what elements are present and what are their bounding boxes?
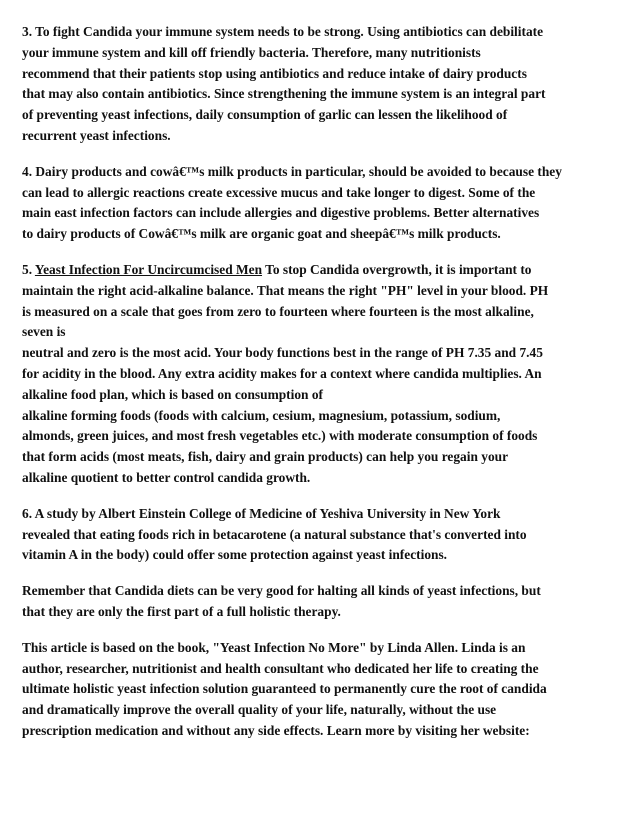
paragraph-remember: [22, 581, 634, 623]
text-line: that form acids (most meats, fish, dairy and grain products) can help you regain your: [22, 449, 509, 465]
paragraph-3: [22, 22, 634, 147]
paragraph-about-article: [22, 638, 634, 742]
text-line: ultimate holistic yeast infection solution guaranteed to permanently cure the root of candida: [22, 681, 547, 697]
text-line: can lead to allergic reactions create excessive mucus and take longer to digest. Some of the: [22, 184, 536, 200]
document-page: [22, 22, 634, 757]
text-line: alkaline forming foods (foods with calcium, cesium, magnesium, potassium, sodium,: [22, 407, 501, 423]
paragraph-prefix: 5.: [22, 261, 35, 277]
text-line: author, researcher, nutritionist and health consultant who dedicated her life to creating the: [22, 660, 539, 676]
paragraph-4: [22, 162, 634, 245]
text-line: prescription medication and without any side effects. Learn more by visiting her website:: [22, 722, 530, 738]
text-line: vitamin A in the body) could offer some protection against yeast infections.: [22, 547, 448, 563]
text-line: for acidity in the blood. Any extra acidity makes for a context where candida multiplies. An: [22, 365, 542, 381]
paragraph-5: [22, 260, 634, 489]
yeast-infection-link[interactable]: Yeast Infection For Uncircumcised Men: [34, 261, 263, 277]
text-line: to dairy products of Cowâ€™s milk are organic goat and sheepâ€™s milk products.: [22, 226, 501, 242]
text-line: 3. To fight Candida your immune system needs to be strong. Using antibiotics can debilitate: [22, 24, 544, 39]
text-line: that they are only the first part of a full holistic therapy.: [22, 603, 341, 619]
text-line: maintain the right acid-alkaline balance. That means the right "PH" level in your blood. PH: [22, 282, 549, 298]
text-line: recurrent yeast infections.: [22, 127, 171, 143]
text-line: and dramatically improve the overall quality of your life, naturally, without the use: [22, 702, 497, 718]
text-line-with-link: [22, 260, 634, 281]
text-line: seven is: [22, 324, 66, 340]
text-line: your immune system and kill off friendly bacteria. Therefore, many nutritionists: [22, 44, 481, 60]
text-line: almonds, green juices, and most fresh vegetables etc.) with moderate consumption of foods: [22, 428, 538, 444]
text-line: main east infection factors can include allergies and digestive problems. Better alternatives: [22, 205, 540, 221]
text-line: recommend that their patients stop using antibiotics and reduce intake of dairy products: [22, 65, 527, 81]
text-line: is measured on a scale that goes from zero to fourteen where fourteen is the most alkaline,: [22, 303, 534, 319]
paragraph-6: [22, 504, 634, 566]
text-line: 4. Dairy products and cowâ€™s milk products in particular, should be avoided to because they: [22, 163, 562, 179]
text-line: alkaline food plan, which is based on consumption of: [22, 386, 323, 402]
text-line: alkaline quotient to better control candida growth.: [22, 469, 311, 485]
text-line: of preventing yeast infections, daily consumption of garlic can lessen the likelihood of: [22, 107, 508, 123]
text-line: Remember that Candida diets can be very good for halting all kinds of yeast infections, but: [22, 583, 541, 599]
text-line: This article is based on the book, "Yeast Infection No More" by Linda Allen. Linda is an: [22, 639, 526, 655]
text-line: revealed that eating foods rich in betacarotene (a natural substance that's converted into: [22, 526, 527, 542]
text-line: 6. A study by Albert Einstein College of Medicine of Yeshiva University in New York: [22, 505, 501, 521]
text-line: that may also contain antibiotics. Since strengthening the immune system is an integral part: [22, 86, 546, 102]
text-line: neutral and zero is the most acid. Your body functions best in the range of PH 7.35 and 7.45: [22, 345, 543, 361]
paragraph-suffix: To stop Candida overgrowth, it is important to: [262, 261, 532, 277]
